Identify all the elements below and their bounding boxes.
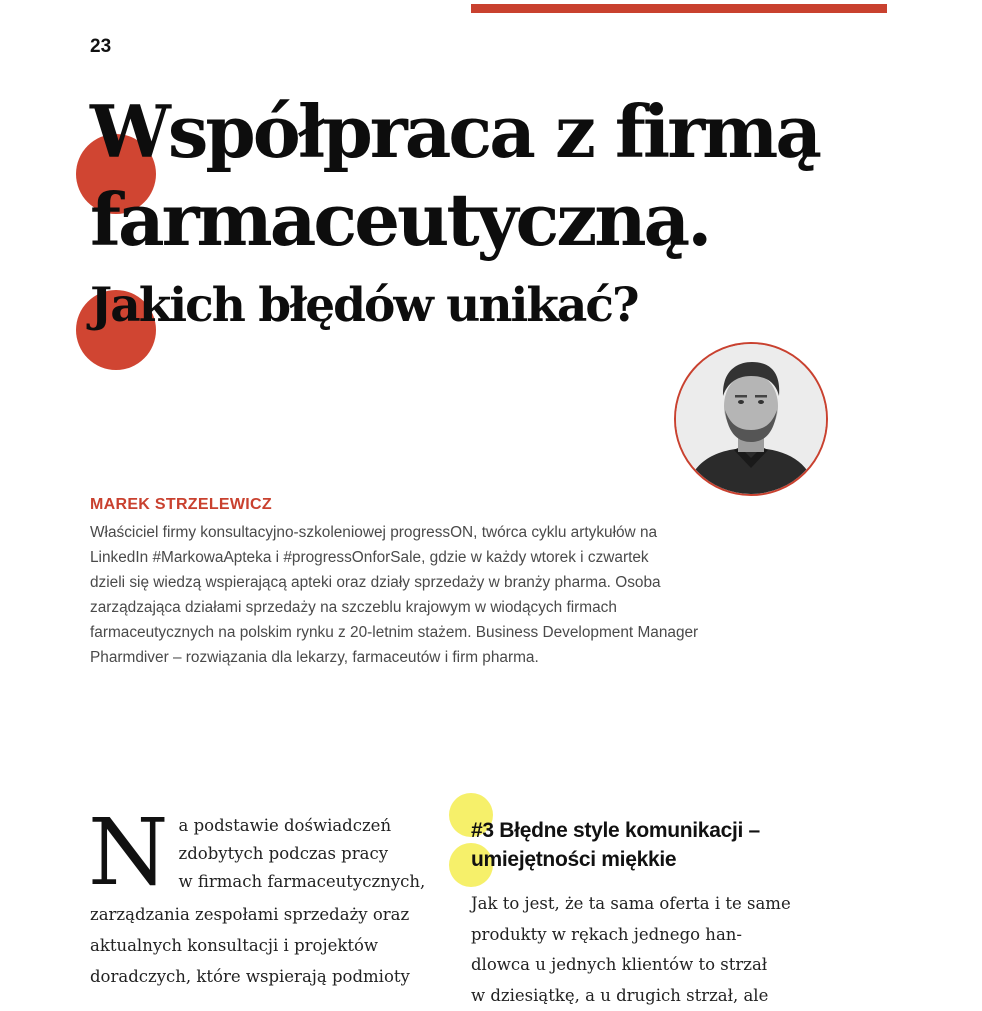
bio-line: Pharmdiver – rozwiązania dla lekarzy, farmaceutów i firm pharma.	[90, 649, 539, 666]
article-left-column	[88, 799, 450, 992]
title-line-2: farmaceutyczną.	[90, 177, 710, 262]
article-title	[90, 88, 819, 264]
section-heading-line: umiejętności miękkie	[471, 848, 677, 871]
bio-line: zarządzająca działami sprzedaży na szczeblu krajowym w wiodących firmach	[90, 599, 617, 616]
title-line-1: Współpraca z firmą	[90, 89, 819, 174]
article-line: w dziesiątkę, a u drugich strzał, ale	[471, 985, 769, 1005]
article-line: dlowca u jednych klientów to strzał	[471, 955, 768, 974]
article-line: produkty w rękach jednego han-	[471, 924, 742, 944]
article-line: zdobytych podczas pracy	[178, 844, 389, 863]
article-line: doradczych, które wspierają podmioty	[90, 967, 410, 986]
author-portrait	[674, 342, 828, 496]
bio-line: farmaceutycznych na polskim rynku z 20-letnim stażem. Business Development Manager	[90, 624, 699, 641]
drop-cap: N	[88, 799, 169, 906]
article-line: zarządzania zespołami sprzedaży oraz	[90, 905, 410, 924]
article-subtitle: Jakich błędów unikać?	[90, 278, 638, 333]
author-bio	[90, 520, 850, 670]
bio-line: Właściciel firmy konsultacyjno-szkoleniowej progressON, twórca cyklu artykułów na	[90, 524, 658, 541]
bio-line: dzieli się wiedzą wspierającą apteki oraz działy sprzedaży w branży pharma. Osoba	[90, 574, 661, 591]
top-accent-bar	[471, 4, 887, 13]
article-line: Jak to jest, że ta sama oferta i te same	[471, 894, 791, 913]
portrait-photo-icon	[676, 344, 826, 494]
section-heading-line: #3 Błędne style komunikacji –	[471, 819, 760, 842]
article-line: w firmach farmaceutycznych,	[178, 872, 426, 891]
article-line: a podstawie doświadczeń	[178, 816, 392, 835]
author-name: MAREK STRZELEWICZ	[90, 496, 272, 513]
page-number: 23	[90, 36, 112, 57]
bio-line: LinkedIn #MarkowaApteka i #progressOnforSale, gdzie w każdy wtorek i czwartek	[90, 549, 649, 566]
article-right-column	[471, 889, 851, 1011]
section-heading	[471, 816, 871, 874]
article-line: aktualnych konsultacji i projektów	[90, 936, 379, 955]
